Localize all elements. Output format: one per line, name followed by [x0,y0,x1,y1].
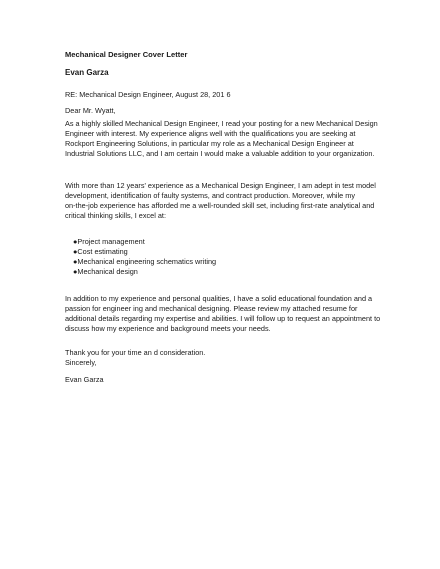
bullet-item: ●Mechanical engineering schematics writing [73,257,217,266]
paragraph-2-line: With more than 12 years' experience as a Mechanical Design Engineer, I am adept in test model [65,181,376,190]
paragraph-2-line: on-the-job experience has afforded me a well-rounded skill set, including first-rate analytical and [65,201,375,210]
sender-name: Evan Garza [65,68,109,77]
closing-line: Sincerely, [65,358,97,367]
paragraph-3-line: In addition to my experience and personal qualities, I have a solid educational foundation and a [65,294,373,303]
salutation: Dear Mr. Wyatt, [65,106,116,115]
bullet-item: ●Cost estimating [73,247,128,256]
paragraph-2-line: critical thinking skills, I excel at: [65,211,166,220]
bullet-item: ●Project management [73,237,145,246]
paragraph-1-line: Rockport Engineering Solutions, in particular my role as a Mechanical Design Engineer at [65,139,354,148]
paragraph-3-line: passion for engineer ing and mechanical designing. Please review my attached resume for [65,304,358,313]
paragraph-3-line: discuss how my experience and background meets your needs. [65,324,271,333]
paragraph-2-line: development, identification of faulty systems, and contract production. Moreover, while my [65,191,355,200]
document-title: Mechanical Designer Cover Letter [65,50,188,59]
paragraph-1-line: Industrial Solutions LLC, and I am certain I would make a valuable addition to your organization. [65,149,375,158]
re-line: RE: Mechanical Design Engineer, August 28, 201 6 [65,90,231,99]
bullet-item: ●Mechanical design [73,267,138,276]
closing-line: Thank you for your time an d consideration. [65,348,206,357]
paragraph-1-line: Engineer with interest. My experience aligns well with the qualifications you are seeking at [65,129,356,138]
paragraph-3-line: additional details regarding my expertise and abilities. I will follow up to request an appointment to [65,314,381,323]
paragraph-1-line: As a highly skilled Mechanical Design Engineer, I read your posting for a new Mechanical Design [65,119,378,128]
signature: Evan Garza [65,375,104,384]
